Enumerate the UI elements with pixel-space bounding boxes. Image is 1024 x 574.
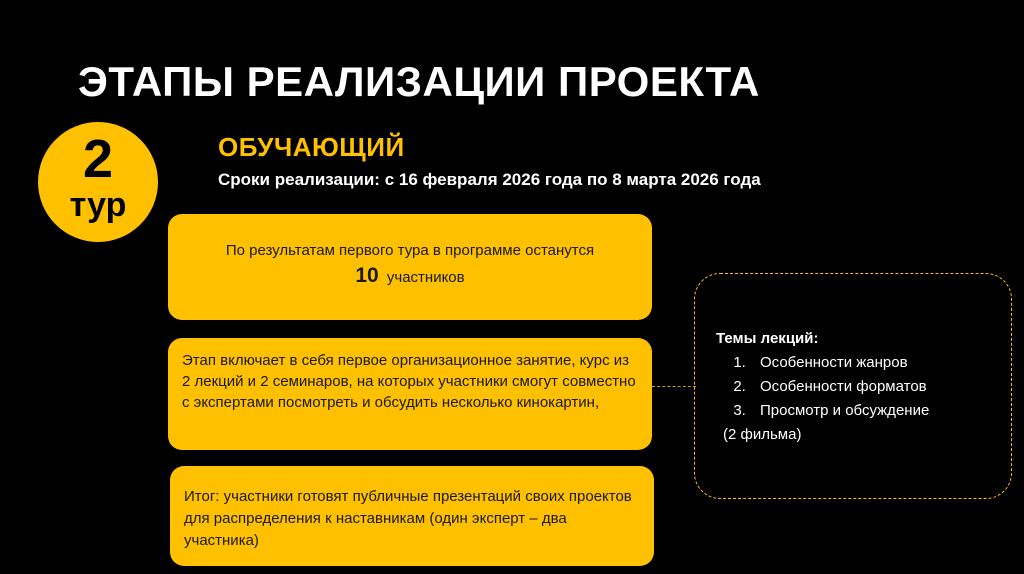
participants-count-suffix: участников bbox=[386, 269, 465, 286]
participants-count-line bbox=[168, 265, 652, 288]
participants-count: 10 bbox=[355, 264, 379, 287]
slide-title: ЭТАПЫ РЕАЛИЗАЦИИ ПРОЕКТА bbox=[78, 58, 760, 105]
lecture-topics-box bbox=[694, 273, 1012, 499]
tour-badge bbox=[38, 122, 158, 242]
tour-number: 2 bbox=[82, 129, 114, 189]
participants-box bbox=[168, 214, 652, 320]
lecture-topic-note: (2 фильма) bbox=[723, 426, 802, 443]
stage-description-text: Этап включает в себя первое организационное занятие, курс из 2 лекций и 2 семинаров, на которых участники смогут совместно с экспертами посмотреть и обсудить несколько кинокартин, bbox=[182, 352, 636, 411]
lecture-topic-item: 3. Просмотр и обсуждение bbox=[750, 399, 1011, 423]
stage-description-box bbox=[168, 338, 652, 450]
result-text: Итог: участники готовят публичные презентаций своих проектов для распределения к наставникам (один эксперт – два участника) bbox=[184, 488, 632, 549]
stage-dates: Сроки реализации: с 16 февраля 2026 года по 8 марта 2026 года bbox=[218, 170, 761, 189]
lecture-topics-list bbox=[716, 351, 1011, 423]
result-box bbox=[170, 466, 654, 566]
lecture-topics-heading: Темы лекций: bbox=[716, 330, 819, 347]
stage-name: ОБУЧАЮЩИЙ bbox=[218, 132, 405, 162]
lecture-topic-item: 2. Особенности форматов bbox=[750, 375, 1011, 399]
participants-text: По результатам первого тура в программе останутся bbox=[225, 242, 595, 259]
lecture-topic-item: 1. Особенности жанров bbox=[750, 351, 1011, 375]
dashed-connector bbox=[652, 386, 696, 387]
tour-word: тур bbox=[69, 186, 127, 224]
